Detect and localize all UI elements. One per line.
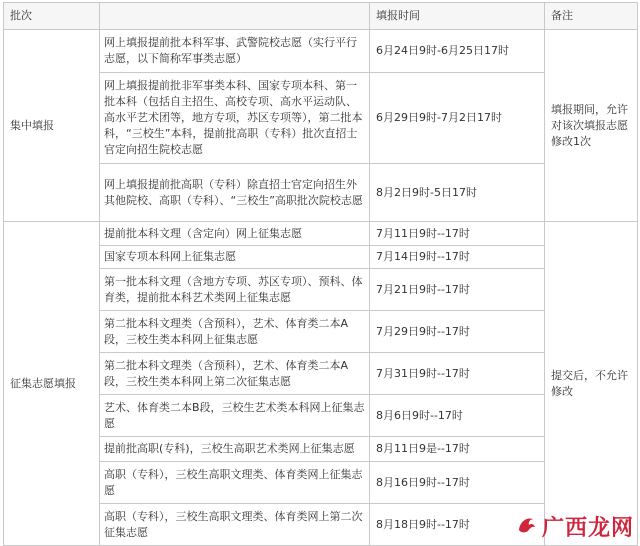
time-cell: 7月11日9时--17时	[370, 222, 545, 246]
header-content	[100, 3, 370, 30]
content-cell: 网上填报提前批非军事类本科、国家专项本科、第一批本科（包括自主招生、高校专项、高水平运动队、高水平艺术团等，地方专项，苏区专项等），第二批本科，“三校生”本科，提前批高职（专科）批次直招士官定向招生院校志愿	[100, 73, 370, 164]
time-cell: 7月29日9时--17时	[370, 311, 545, 353]
table-row	[4, 246, 638, 269]
time-cell: 8月6日9时--17时	[370, 395, 545, 437]
time-cell: 8月11日9是--17时	[370, 437, 545, 462]
content-cell: 高职（专科），三校生高职文理类、体育类网上征集志愿	[100, 462, 370, 504]
header-time: 填报时间	[370, 3, 545, 30]
content-cell: 第二批本科文理类（含预科），艺术、体育类二本A段，三校生类本科网上第二次征集志愿	[100, 353, 370, 395]
batch-cell: 集中填报	[4, 30, 100, 222]
content-cell: 第一批本科文理（含地方专项、苏区专项）、预科、体育类，提前批本科艺术类网上征集志愿	[100, 269, 370, 311]
content-cell: 提前批高职(专科)，三校生高职艺术类网上征集志愿	[100, 437, 370, 462]
time-cell: 6月24日9时-6月25日17时	[370, 30, 545, 73]
note-cell: 填报期间，允许对该次填报志愿修改1次	[545, 30, 638, 222]
table-row	[4, 269, 638, 311]
content-cell: 网上填报提前批高职（专科）除直招士官定向招生外其他院校、高职（专科）、“三校生”高职批次院校志愿	[100, 164, 370, 222]
batch-cell: 征集志愿填报	[4, 222, 100, 546]
table-row	[4, 73, 638, 164]
note-cell: 提交后，不允许修改	[545, 222, 638, 546]
table-row	[4, 30, 638, 73]
time-cell: 6月29日9时-7月2日17时	[370, 73, 545, 164]
time-cell: 7月14日9时--17时	[370, 246, 545, 269]
table-row	[4, 462, 638, 504]
admission-schedule-table	[3, 2, 638, 546]
table-row	[4, 222, 638, 246]
table-header-row	[4, 3, 638, 30]
table-row	[4, 395, 638, 437]
table-row	[4, 311, 638, 353]
time-cell: 8月16日9时--17时	[370, 462, 545, 504]
table-row	[4, 164, 638, 222]
header-batch: 批次	[4, 3, 100, 30]
watermark-text: 广西龙网	[541, 516, 634, 541]
time-cell: 7月21日9时--17时	[370, 269, 545, 311]
content-cell: 提前批本科文理（含定向）网上征集志愿	[100, 222, 370, 246]
table-row	[4, 353, 638, 395]
header-note: 备注	[545, 3, 638, 30]
time-cell: 7月31日9时--17时	[370, 353, 545, 395]
content-cell: 第二批本科文理类（含预科），艺术、体育类二本A段，三校生类本科网上征集志愿	[100, 311, 370, 353]
content-cell: 艺术、体育类二本B段，三校生艺术类本科网上征集志愿	[100, 395, 370, 437]
content-cell: 高职（专科），三校生高职文理类、体育类网上第二次征集志愿	[100, 504, 370, 546]
dragon-logo-icon	[516, 514, 538, 540]
table-row	[4, 437, 638, 462]
site-watermark	[516, 511, 634, 542]
content-cell: 网上填报提前批本科军事、武警院校志愿（实行平行志愿，以下简称军事类志愿）	[100, 30, 370, 73]
time-cell: 8月18日9时--17时	[370, 504, 545, 546]
time-cell: 8月2日9时-5日17时	[370, 164, 545, 222]
content-cell: 国家专项本科网上征集志愿	[100, 246, 370, 269]
